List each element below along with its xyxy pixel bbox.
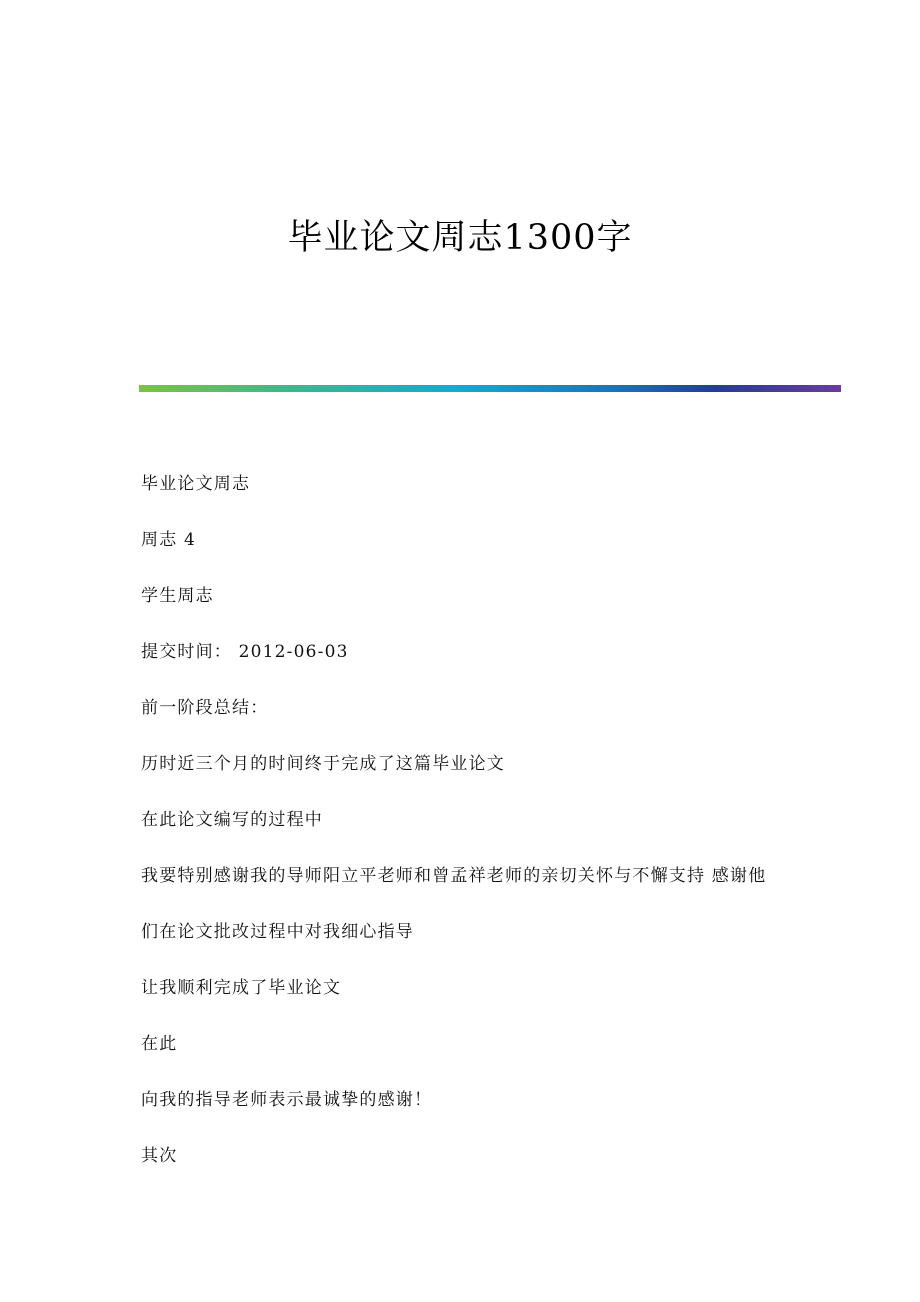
body-line: 在此论文编写的过程中 [141,810,323,830]
body-line: 提交时间： 2012-06-03 [141,642,349,662]
body-line: 毕业论文周志 [141,474,251,494]
body-line: 让我顺利完成了毕业论文 [141,978,342,998]
body-line: 在此 [141,1034,178,1054]
body-line: 学生周志 [141,586,214,606]
body-line: 历时近三个月的时间终于完成了这篇毕业论文 [141,754,505,774]
body-line: 向我的指导老师表示最诚挚的感谢！ [141,1090,433,1110]
body-line: 我要特别感谢我的导师阳立平老师和曾孟祥老师的亲切关怀与不懈支持 感谢他 [141,866,767,886]
body-line: 前一阶段总结： [141,698,269,718]
body-line: 其次 [141,1146,178,1166]
document-body [141,470,791,1198]
title-divider [139,385,841,392]
body-line: 周志 4 [141,530,197,550]
page-title: 毕业论文周志1300字 [287,218,633,258]
body-line: 们在论文批改过程中对我细心指导 [141,922,414,942]
